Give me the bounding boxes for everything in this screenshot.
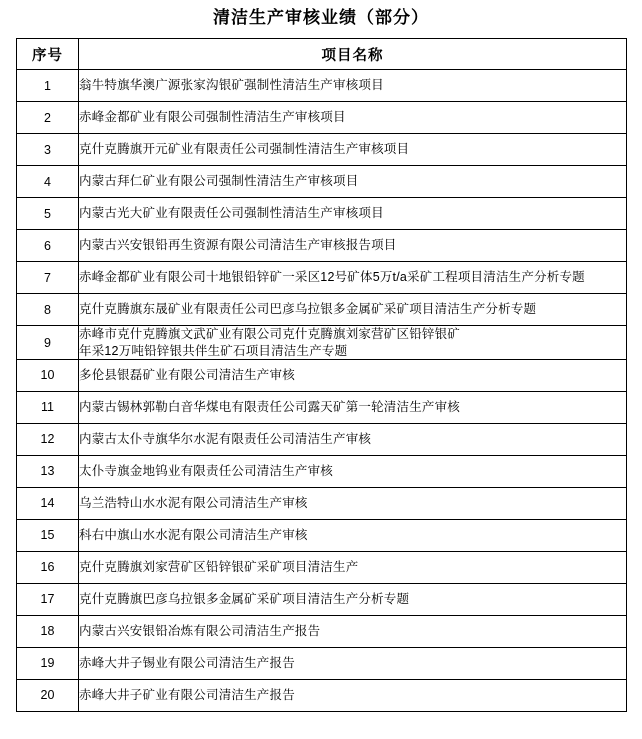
records-table	[16, 38, 627, 712]
row-project-name	[79, 647, 627, 679]
table-row	[17, 70, 627, 102]
row-index: 1	[17, 70, 79, 102]
row-index: 15	[17, 519, 79, 551]
table-row	[17, 423, 627, 455]
table-row	[17, 230, 627, 262]
row-project-name	[79, 487, 627, 519]
row-index: 4	[17, 166, 79, 198]
row-index: 12	[17, 423, 79, 455]
table-row	[17, 166, 627, 198]
table-row	[17, 487, 627, 519]
project-name-line: 太仆寺旗金地钨业有限责任公司清洁生产审核	[79, 463, 334, 478]
row-project-name	[79, 262, 627, 294]
project-name-line: 多伦县银磊矿业有限公司清洁生产审核	[79, 367, 295, 382]
table-row	[17, 583, 627, 615]
row-project-name	[79, 134, 627, 166]
project-name-line: 翁牛特旗华澳广源张家沟银矿强制性清洁生产审核项目	[79, 78, 384, 93]
project-name-line: 内蒙古兴安银铅冶炼有限公司清洁生产报告	[79, 623, 321, 638]
row-index: 20	[17, 679, 79, 711]
project-name-line: 年采12万吨铅锌银共伴生矿石项目清洁生产专题	[79, 343, 348, 358]
row-index: 10	[17, 359, 79, 391]
project-name-line: 克什克腾旗东晟矿业有限责任公司巴彦乌拉银多金属矿采矿项目清洁生产分析专题	[79, 302, 537, 317]
row-index: 9	[17, 326, 79, 360]
row-index: 16	[17, 551, 79, 583]
table-row	[17, 326, 627, 360]
row-project-name	[79, 519, 627, 551]
row-index: 3	[17, 134, 79, 166]
project-name-line: 赤峰金都矿业有限公司十地银铅锌矿一采区12号矿体5万t/a采矿工程项目清洁生产分析专题	[79, 270, 585, 285]
project-name-line: 内蒙古太仆寺旗华尔水泥有限责任公司清洁生产审核	[79, 431, 372, 446]
table-row	[17, 134, 627, 166]
project-name-line: 克什克腾旗开元矿业有限责任公司强制性清洁生产审核项目	[79, 142, 410, 157]
table-row	[17, 615, 627, 647]
table-row	[17, 359, 627, 391]
table-row	[17, 551, 627, 583]
project-name-line: 内蒙古兴安银铅再生资源有限公司清洁生产审核报告项目	[79, 238, 397, 253]
table-row	[17, 647, 627, 679]
table-row	[17, 294, 627, 326]
project-name-line: 赤峰金都矿业有限公司强制性清洁生产审核项目	[79, 110, 346, 125]
row-index: 18	[17, 615, 79, 647]
table-row	[17, 198, 627, 230]
column-header-name: 项目名称	[79, 39, 627, 70]
table-row	[17, 455, 627, 487]
row-index: 11	[17, 391, 79, 423]
row-index: 19	[17, 647, 79, 679]
project-name-line: 乌兰浩特山水水泥有限公司清洁生产审核	[79, 495, 308, 510]
row-project-name	[79, 455, 627, 487]
row-project-name	[79, 583, 627, 615]
project-name-line: 科右中旗山水水泥有限公司清洁生产审核	[79, 527, 308, 542]
table-header-row	[17, 39, 627, 70]
table-row	[17, 519, 627, 551]
row-project-name	[79, 615, 627, 647]
project-name-line: 克什克腾旗刘家营矿区铅锌银矿采矿项目清洁生产	[79, 559, 359, 574]
row-project-name	[79, 198, 627, 230]
page-title: 清洁生产审核业绩（部分）	[213, 8, 429, 27]
row-index: 6	[17, 230, 79, 262]
project-name-line: 内蒙古光大矿业有限责任公司强制性清洁生产审核项目	[79, 206, 384, 221]
row-index: 14	[17, 487, 79, 519]
row-index: 2	[17, 102, 79, 134]
row-project-name	[79, 391, 627, 423]
table-body	[17, 70, 627, 712]
project-name-line: 赤峰市克什克腾旗文武矿业有限公司克什克腾旗刘家营矿区铅锌银矿	[79, 327, 461, 342]
row-project-name	[79, 423, 627, 455]
row-project-name	[79, 679, 627, 711]
row-project-name	[79, 359, 627, 391]
project-name-line: 内蒙古拜仁矿业有限公司强制性清洁生产审核项目	[79, 174, 359, 189]
table-row	[17, 262, 627, 294]
row-index: 5	[17, 198, 79, 230]
row-project-name	[79, 294, 627, 326]
row-project-name	[79, 70, 627, 102]
row-project-name	[79, 551, 627, 583]
row-project-name	[79, 326, 627, 360]
column-header-index: 序号	[17, 39, 79, 70]
row-index: 7	[17, 262, 79, 294]
row-index: 17	[17, 583, 79, 615]
table-row	[17, 102, 627, 134]
row-project-name	[79, 102, 627, 134]
row-project-name	[79, 230, 627, 262]
project-name-line: 赤峰大井子锡业有限公司清洁生产报告	[79, 655, 295, 670]
project-name-line: 赤峰大井子矿业有限公司清洁生产报告	[79, 687, 295, 702]
project-name-line: 克什克腾旗巴彦乌拉银多金属矿采矿项目清洁生产分析专题	[79, 591, 410, 606]
table-row	[17, 391, 627, 423]
table-row	[17, 679, 627, 711]
row-index: 13	[17, 455, 79, 487]
project-name-line: 内蒙古锡林郭勒白音华煤电有限责任公司露天矿第一轮清洁生产审核	[79, 399, 461, 414]
row-project-name	[79, 166, 627, 198]
row-index: 8	[17, 294, 79, 326]
